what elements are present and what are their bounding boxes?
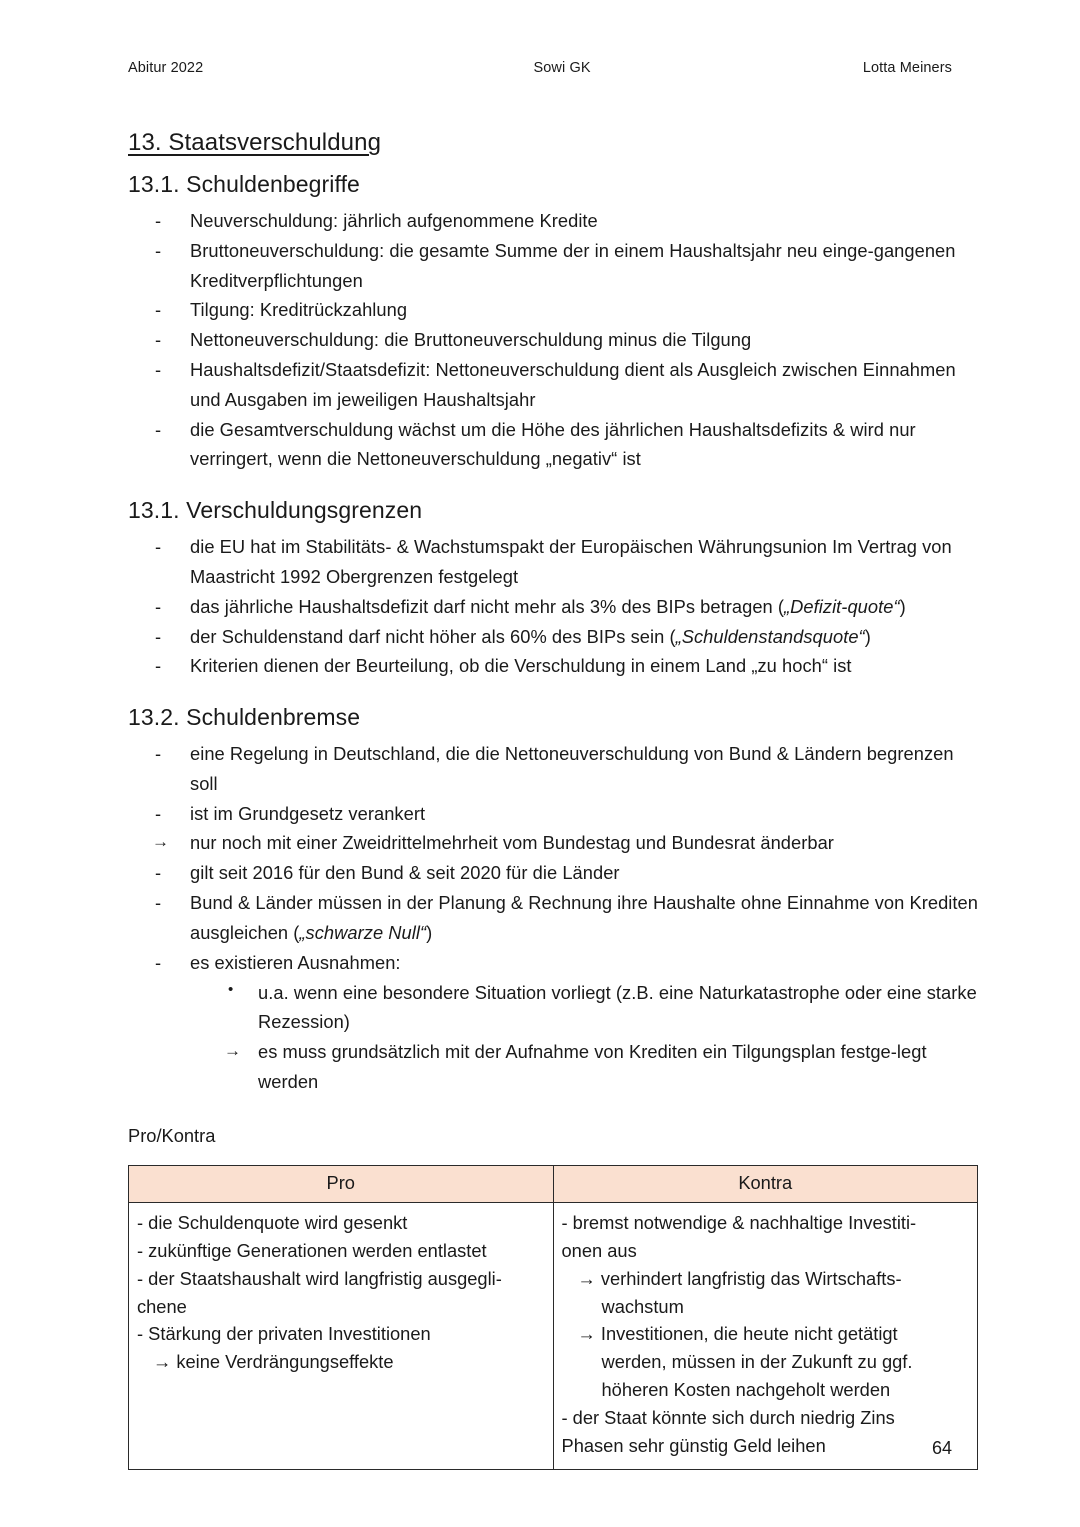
list-item <box>128 295 978 325</box>
list-item-label: es existieren Ausnahmen: <box>190 951 401 973</box>
list-item <box>190 1037 978 1097</box>
bullet-marker-icon: • <box>228 980 234 998</box>
kontra-line: - bremst notwendige & nachhaltige Investiti- <box>561 1212 917 1234</box>
list-item <box>128 651 978 681</box>
bullet-marker-icon: - <box>155 299 162 321</box>
section-1 <box>128 170 978 474</box>
kontra-line: → verhindert langfristig das Wirtschafts- <box>577 1267 902 1289</box>
bullet-marker-icon: - <box>155 536 162 558</box>
table-header-row <box>129 1165 978 1203</box>
sections-container <box>128 170 978 1097</box>
bullet-marker-icon: - <box>155 329 162 351</box>
pro-kontra-label: Pro/Kontra <box>128 1124 216 1146</box>
list-item-label: Neuverschuldung: jährlich aufgenommene Kredite <box>190 209 598 231</box>
kontra-line: höheren Kosten nachgeholt werden <box>601 1379 891 1401</box>
section-list <box>128 206 978 474</box>
page-title: 13. Staatsverschuldung <box>128 129 382 156</box>
nested-list <box>190 978 978 1097</box>
kontra-line: onen aus <box>561 1240 637 1262</box>
kontra-line: Phasen sehr günstig Geld leihen <box>561 1434 826 1456</box>
table-header-kontra: Kontra <box>553 1165 978 1203</box>
section-heading: 13.2. Schuldenbremse <box>128 704 361 731</box>
bullet-marker-icon: - <box>155 743 162 765</box>
bullet-marker-icon: - <box>155 239 162 261</box>
table-cell-kontra <box>553 1203 978 1470</box>
list-item <box>128 888 978 948</box>
list-item-label: nur noch mit einer Zweidrittelmehrheit vom Bundestag und Bundesrat änderbar <box>190 832 834 854</box>
list-item <box>128 325 978 355</box>
running-head-right: Lotta Meiners <box>862 60 952 76</box>
list-item <box>128 799 978 829</box>
bullet-marker-icon: - <box>155 892 162 914</box>
list-item-label: eine Regelung in Deutschland, die die Nettoneuverschuldung von Bund & Ländern begrenzen soll <box>190 743 954 794</box>
pro-kontra-table <box>128 1165 978 1471</box>
list-item-label: Nettoneuverschuldung: die Bruttoneuverschuldung minus die Tilgung <box>190 329 752 351</box>
pro-line: - Stärkung der privaten Investitionen <box>137 1323 431 1345</box>
list-item <box>128 828 978 858</box>
bullet-marker-icon: → <box>152 832 170 852</box>
bullet-marker-icon: - <box>155 862 162 884</box>
list-item-label: ist im Grundgesetz verankert <box>190 802 426 824</box>
section-2 <box>128 496 978 681</box>
list-item <box>128 739 978 799</box>
page-number: 64 <box>931 1438 952 1458</box>
pro-line: → keine Verdrängungseffekte <box>153 1351 394 1373</box>
list-item-label: Haushaltsdefizit/Staatsdefizit: Nettoneuverschuldung dient als Ausgleich zwischen Einnahmen und Ausgaben im jeweiligen Haushaltsjahr <box>190 358 956 410</box>
document-body <box>128 128 978 1470</box>
section-heading: 13.1. Schuldenbegriffe <box>128 171 360 197</box>
list-item <box>128 206 978 236</box>
table-row <box>129 1203 978 1470</box>
pro-line: chene <box>137 1295 187 1317</box>
kontra-line: werden, müssen in der Zukunft zu ggf. <box>601 1351 913 1373</box>
list-item <box>128 592 978 622</box>
list-item-label: die Gesamtverschuldung wächst um die Höhe des jährlichen Haushaltsdefizits & wird nur verringert, wenn die Nettoneuverschuldung „negativ“ ist <box>190 418 916 470</box>
list-item-label: die EU hat im Stabilitäts- & Wachstumspakt der Europäischen Währungsunion Im Vertrag von Maastricht 1992 Obergrenzen festgelegt <box>190 536 952 587</box>
bullet-marker-icon: - <box>155 209 162 231</box>
list-item-label: gilt seit 2016 für den Bund & seit 2020 für die Länder <box>190 862 620 884</box>
bullet-marker-icon: - <box>155 655 162 677</box>
list-item-label: das jährliche Haushaltsdefizit darf nicht mehr als 3% des BIPs betragen („Defizit-quote“) <box>190 595 906 617</box>
list-item-label: es muss grundsätzlich mit der Aufnahme von Krediten ein Tilgungsplan festge-legt werden <box>258 1041 927 1092</box>
list-item-label: Bund & Länder müssen in der Planung & Rechnung ihre Haushalte ohne Einnahme von Krediten ausgleichen („schwarze Null“) <box>190 892 978 943</box>
kontra-line: wachstum <box>601 1295 684 1317</box>
pro-line: - der Staatshaushalt wird langfristig ausgegli- <box>137 1267 502 1289</box>
bullet-marker-icon: - <box>155 418 162 440</box>
running-head <box>128 60 952 76</box>
list-item <box>190 978 978 1038</box>
list-item <box>128 532 978 592</box>
bullet-marker-icon: - <box>155 802 162 824</box>
running-head-left: Abitur 2022 <box>128 60 204 76</box>
list-item <box>128 622 978 652</box>
section-list <box>128 739 978 1097</box>
pro-line: - die Schuldenquote wird gesenkt <box>137 1212 408 1234</box>
list-item-label: u.a. wenn eine besondere Situation vorliegt (z.B. eine Naturkatastrophe oder eine starke Rezession) <box>258 981 977 1033</box>
bullet-marker-icon: → <box>224 1041 242 1061</box>
section-3 <box>128 703 978 1097</box>
list-item <box>128 858 978 888</box>
list-item-label: der Schuldenstand darf nicht höher als 60% des BIPs sein („Schuldenstandsquote“) <box>190 625 871 647</box>
list-item-label: Bruttoneuverschuldung: die gesamte Summe der in einem Haushaltsjahr neu einge-gangenen Kreditverpflichtungen <box>190 239 956 291</box>
pro-line: - zukünftige Generationen werden entlastet <box>137 1240 487 1262</box>
list-item <box>128 948 978 1097</box>
list-item <box>128 415 978 475</box>
list-item-label: Tilgung: Kreditrückzahlung <box>190 299 408 321</box>
kontra-line: → Investitionen, die heute nicht getätigt <box>577 1323 898 1345</box>
list-item-label: Kriterien dienen der Beurteilung, ob die Verschuldung in einem Land „zu hoch“ ist <box>190 655 852 677</box>
running-head-center: Sowi GK <box>533 60 591 76</box>
bullet-marker-icon: - <box>155 358 162 380</box>
bullet-marker-icon: - <box>155 951 162 973</box>
list-item <box>128 236 978 296</box>
bullet-marker-icon: - <box>155 595 162 617</box>
bullet-marker-icon: - <box>155 625 162 647</box>
section-list <box>128 532 978 681</box>
table-header-pro: Pro <box>129 1165 554 1203</box>
table-cell-pro <box>129 1203 554 1470</box>
kontra-line: - der Staat könnte sich durch niedrig Zins <box>561 1406 895 1428</box>
list-item <box>128 355 978 415</box>
section-heading: 13.1. Verschuldungsgrenzen <box>128 497 423 524</box>
